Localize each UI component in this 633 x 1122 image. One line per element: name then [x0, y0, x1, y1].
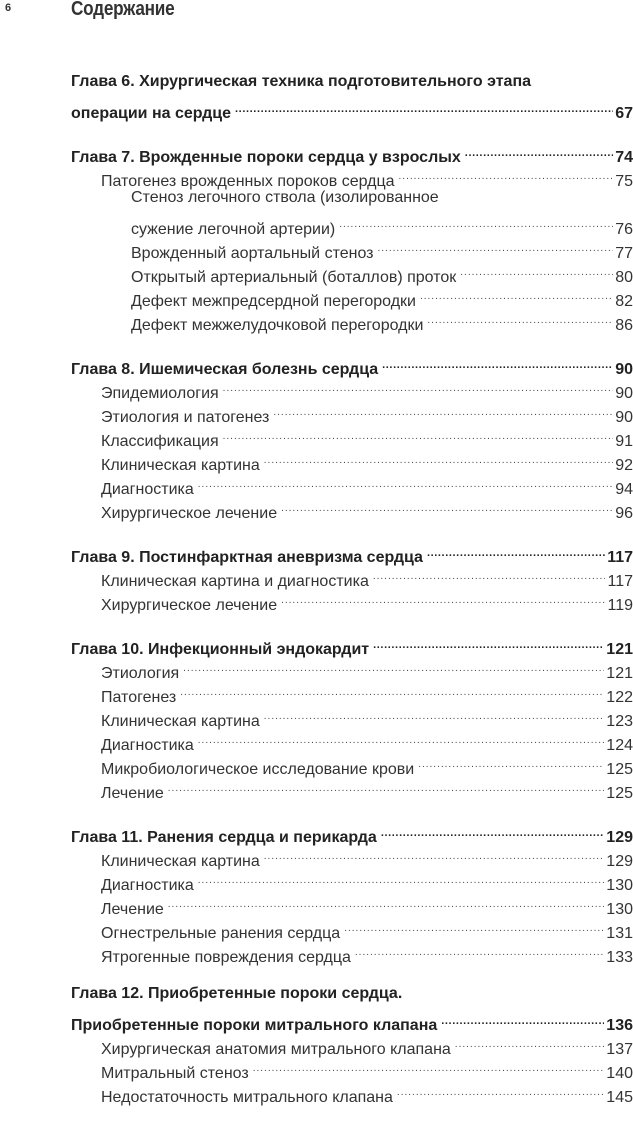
toc-entry-page-number: 76 — [615, 221, 633, 238]
dot-leader — [441, 1006, 604, 1030]
chapter-title-line — [71, 350, 633, 378]
chapter-title-line — [71, 138, 633, 166]
chapter-title-text: Глава 9. Постинфарктная аневризма сердца — [71, 549, 423, 566]
dot-leader — [382, 350, 613, 374]
toc-entry-text: Врожденный аортальный стеноз — [131, 245, 374, 262]
dot-leader — [198, 726, 605, 750]
toc-entry-text: сужение легочной артерии) — [131, 221, 336, 238]
chapter-page-number: 90 — [615, 361, 633, 378]
dot-leader — [373, 562, 606, 586]
toc-entry-text: Этиология и патогенез — [101, 409, 270, 426]
dot-leader — [397, 1078, 604, 1102]
toc-entry-page-number: 122 — [606, 689, 633, 706]
toc-entry-text: Диагностика — [101, 481, 194, 498]
dot-leader — [344, 914, 604, 938]
chapter-title-text: Глава 11. Ранения сердца и перикарда — [71, 829, 377, 846]
toc-entry-page-number: 130 — [606, 901, 633, 918]
dot-leader — [253, 1054, 605, 1078]
chapter-page-number: 117 — [607, 549, 633, 566]
dot-leader — [418, 750, 604, 774]
toc-entry-text: Дефект межжелудочковой перегородки — [131, 317, 424, 334]
chapter-title-line — [71, 70, 633, 94]
toc-chapter — [71, 350, 633, 522]
toc-entry-page-number: 137 — [606, 1041, 633, 1058]
chapter-title-text: Глава 6. Хирургическая техника подготовительного этапа — [71, 73, 532, 90]
dot-leader — [180, 678, 604, 702]
toc-entry-page-number: 125 — [606, 785, 633, 802]
dot-leader — [198, 470, 613, 494]
dot-leader — [373, 630, 604, 654]
toc-entry-page-number: 75 — [615, 173, 633, 190]
page-number: 6 — [5, 2, 12, 14]
toc-entry-text: Клиническая картина и диагностика — [101, 573, 369, 590]
toc-entry-text: Клиническая картина — [101, 457, 260, 474]
toc-chapter — [71, 538, 633, 614]
toc-entry-page-number: 80 — [615, 269, 633, 286]
toc-entry-text: Этиология — [101, 665, 180, 682]
dot-leader — [273, 398, 613, 422]
toc-entry-page-number: 90 — [615, 385, 633, 402]
chapter-title-text: операции на сердце — [71, 105, 232, 122]
toc-entry-text: Стеноз легочного ствола (изолированное — [131, 189, 439, 206]
dot-leader — [381, 818, 604, 842]
chapter-page-number: 74 — [615, 149, 633, 166]
toc-entry-page-number: 119 — [607, 597, 633, 614]
dot-leader — [427, 306, 613, 330]
running-header: Содержание — [71, 0, 175, 20]
toc-entry-text: Ятрогенные повреждения сердца — [101, 949, 351, 966]
toc-chapter — [71, 70, 633, 122]
dot-leader — [281, 586, 605, 610]
chapter-heading — [71, 818, 633, 846]
chapter-heading — [71, 630, 633, 658]
chapter-title-line — [71, 982, 633, 1006]
toc-entry-page-number: 125 — [606, 761, 633, 778]
chapter-heading — [71, 982, 633, 1034]
toc-chapter — [71, 818, 633, 966]
toc-chapter — [71, 982, 633, 1106]
toc-entry-text: Дефект межпредсердной перегородки — [131, 293, 416, 310]
table-of-contents — [71, 70, 633, 1122]
dot-leader — [460, 258, 613, 282]
toc-entry-text: Патогенез — [101, 689, 177, 706]
toc-chapter — [71, 138, 633, 334]
chapter-title-text: Глава 12. Приобретенные пороки сердца. — [71, 985, 403, 1002]
dot-leader — [235, 94, 613, 118]
chapter-title-text: Приобретенные пороки митрального клапана — [71, 1017, 438, 1034]
toc-entry-text: Клиническая картина — [101, 853, 260, 870]
dot-leader — [168, 774, 605, 798]
dot-leader — [168, 890, 605, 914]
dot-leader — [198, 866, 605, 890]
toc-entry-text: Открытый артериальный (боталлов) проток — [131, 269, 457, 286]
dot-leader — [399, 162, 614, 186]
toc-entry-page-number: 140 — [606, 1065, 633, 1082]
toc-entry-page-number: 121 — [606, 665, 633, 682]
toc-entry-page-number: 130 — [606, 877, 633, 894]
toc-entry-page-number: 123 — [606, 713, 633, 730]
chapter-heading — [71, 538, 633, 566]
chapter-title-line — [71, 818, 633, 846]
toc-entry-text: Лечение — [101, 901, 164, 918]
toc-entry — [71, 186, 633, 210]
chapter-title-text: Глава 7. Врожденные пороки сердца у взрослых — [71, 149, 461, 166]
toc-entry-text: Хирургическое лечение — [101, 597, 278, 614]
chapter-title-text: Глава 10. Инфекционный эндокардит — [71, 641, 370, 658]
chapter-page-number: 136 — [606, 1017, 633, 1034]
toc-entry — [71, 210, 633, 238]
toc-entry-text: Диагностика — [101, 877, 194, 894]
toc-entry-text: Лечение — [101, 785, 164, 802]
chapter-title-line — [71, 1006, 633, 1034]
toc-entry-text: Хирургическое лечение — [101, 505, 278, 522]
toc-entry-text: Клиническая картина — [101, 713, 260, 730]
chapter-title-line — [71, 94, 633, 122]
chapter-page-number: 129 — [606, 829, 633, 846]
dot-leader — [281, 494, 613, 518]
toc-entry-page-number: 90 — [615, 409, 633, 426]
toc-entry-text: Недостаточность митрального клапана — [101, 1089, 393, 1106]
toc-entry-page-number: 96 — [615, 505, 633, 522]
chapter-heading — [71, 350, 633, 378]
dot-leader — [264, 702, 605, 726]
toc-chapter — [71, 630, 633, 802]
chapter-title-text: Глава 8. Ишемическая болезнь сердца — [71, 361, 379, 378]
toc-entry-text: Митральный стеноз — [101, 1065, 249, 1082]
chapter-page-number: 121 — [606, 641, 633, 658]
toc-entry-text: Огнестрельные ранения сердца — [101, 925, 341, 942]
dot-leader — [339, 210, 613, 234]
toc-entry-text: Диагностика — [101, 737, 194, 754]
toc-entry-page-number: 129 — [606, 853, 633, 870]
toc-entry-page-number: 124 — [606, 737, 633, 754]
chapter-heading — [71, 138, 633, 166]
chapter-title-line — [71, 538, 633, 566]
dot-leader — [378, 234, 614, 258]
toc-entry-page-number: 94 — [615, 481, 633, 498]
dot-leader — [264, 842, 605, 866]
toc-entry-text: Микробиологическое исследование крови — [101, 761, 415, 778]
chapter-page-number: 67 — [615, 105, 633, 122]
toc-entry-page-number: 91 — [615, 433, 633, 450]
toc-entry-page-number: 145 — [606, 1089, 633, 1106]
toc-entry-text: Классификация — [101, 433, 219, 450]
dot-leader — [465, 138, 613, 162]
dot-leader — [223, 374, 614, 398]
dot-leader — [420, 282, 613, 306]
dot-leader — [223, 422, 614, 446]
toc-entry-text: Патогенез врожденных пороков сердца — [101, 173, 395, 190]
toc-entry-page-number: 133 — [606, 949, 633, 966]
chapter-title-line — [71, 630, 633, 658]
toc-entry-page-number: 77 — [615, 245, 633, 262]
toc-entry-page-number: 92 — [615, 457, 633, 474]
toc-entry-text: Эпидемиология — [101, 385, 219, 402]
dot-leader — [427, 538, 605, 562]
toc-entry-text: Хирургическая анатомия митрального клапана — [101, 1041, 451, 1058]
chapter-heading — [71, 70, 633, 122]
toc-entry-page-number: 86 — [615, 317, 633, 334]
toc-entry-page-number: 82 — [615, 293, 633, 310]
dot-leader — [455, 1030, 605, 1054]
dot-leader — [355, 938, 604, 962]
toc-entry-page-number: 117 — [607, 573, 633, 590]
dot-leader — [183, 654, 604, 678]
toc-entry-page-number: 131 — [606, 925, 633, 942]
dot-leader — [264, 446, 613, 470]
